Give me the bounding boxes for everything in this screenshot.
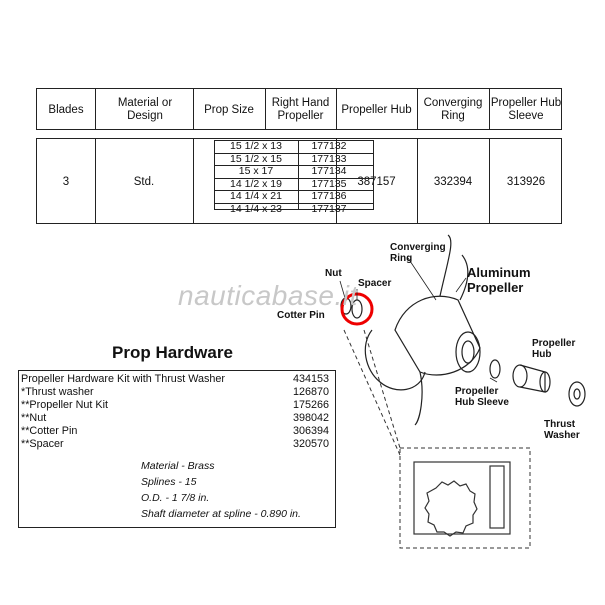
part-number: 177135 bbox=[311, 177, 347, 190]
size-value: 14 1/4 x 21 bbox=[230, 190, 282, 202]
spline-profile bbox=[425, 481, 477, 536]
prop-hardware-title: Prop Hardware bbox=[112, 343, 233, 362]
hardware-row bbox=[21, 399, 333, 412]
dashed-leader-lines bbox=[344, 330, 400, 455]
cell-propeller-hub: 387157 bbox=[357, 176, 396, 188]
note-shaft-diameter: Shaft diameter at spline - 0.890 in. bbox=[141, 508, 301, 520]
prop-hardware-list bbox=[18, 370, 336, 528]
header-material: Material or Design bbox=[117, 97, 173, 122]
spline-side bbox=[490, 466, 504, 528]
hardware-part: 175266 bbox=[293, 399, 330, 411]
note-material: Material - Brass bbox=[141, 460, 215, 472]
size-value: 15 x 17 bbox=[238, 165, 274, 177]
watermark: nauticabase.it bbox=[178, 280, 358, 311]
hardware-part: 126870 bbox=[293, 386, 330, 398]
header-prop-size: Prop Size bbox=[204, 103, 254, 116]
hardware-row bbox=[21, 373, 333, 386]
hardware-row bbox=[21, 425, 333, 438]
label-thrust-washer: Thrust Washer bbox=[544, 419, 580, 441]
size-value: 14 1/2 x 19 bbox=[230, 177, 282, 190]
cell-material: Std. bbox=[133, 176, 155, 188]
hardware-part: 320570 bbox=[293, 438, 330, 450]
part-number: 177132 bbox=[311, 140, 347, 152]
label-nut: Nut bbox=[325, 268, 342, 279]
label-converging-ring: Converging Ring bbox=[390, 242, 446, 264]
size-value: 15 1/2 x 13 bbox=[230, 140, 282, 152]
size-value: 14 1/4 x 23 bbox=[230, 202, 282, 215]
hardware-label: **Nut bbox=[21, 412, 47, 424]
part-number: 177133 bbox=[311, 152, 347, 165]
label-propeller-hub-sleeve: Propeller Hub Sleeve bbox=[455, 386, 509, 408]
hub-sleeve-drawing bbox=[490, 360, 500, 378]
header-propeller-hub: Propeller Hub bbox=[341, 103, 412, 116]
hardware-label: **Spacer bbox=[21, 438, 64, 450]
hardware-row bbox=[21, 412, 333, 425]
part-number: 177134 bbox=[311, 165, 347, 177]
hardware-label: *Thrust washer bbox=[21, 386, 94, 398]
hardware-part: 434153 bbox=[293, 373, 330, 385]
note-splines: Splines - 15 bbox=[141, 476, 197, 488]
part-number: 177137 bbox=[311, 202, 347, 215]
label-cotter-pin: Cotter Pin bbox=[277, 310, 325, 321]
hardware-part: 398042 bbox=[293, 412, 330, 424]
hardware-row bbox=[21, 386, 333, 399]
label-propeller-hub: Propeller Hub bbox=[532, 338, 576, 360]
label-aluminum-propeller: Aluminum Propeller bbox=[467, 265, 531, 295]
hardware-part: 306394 bbox=[293, 425, 330, 437]
cell-blades: 3 bbox=[62, 176, 70, 188]
hardware-label: **Propeller Nut Kit bbox=[21, 399, 109, 411]
hardware-label: **Cotter Pin bbox=[21, 425, 78, 437]
propeller-hub-drawing bbox=[513, 365, 550, 392]
header-right-hand-propeller: Right Hand Propeller bbox=[271, 97, 330, 122]
header-blades: Blades bbox=[48, 103, 84, 116]
cell-propeller-hub-sleeve: 313926 bbox=[506, 176, 546, 188]
thrust-washer-drawing bbox=[569, 382, 585, 406]
hardware-row bbox=[21, 438, 333, 451]
label-spacer: Spacer bbox=[358, 278, 392, 289]
hardware-label: Propeller Hardware Kit with Thrust Washer bbox=[21, 373, 226, 385]
header-propeller-hub-sleeve: Propeller Hub Sleeve bbox=[490, 97, 562, 122]
note-od: O.D. - 1 7/8 in. bbox=[141, 492, 210, 504]
part-number: 177136 bbox=[311, 190, 347, 202]
cell-converging-ring: 332394 bbox=[433, 176, 473, 188]
header-converging-ring: Converging Ring bbox=[423, 97, 483, 122]
size-value: 15 1/2 x 15 bbox=[230, 152, 282, 165]
